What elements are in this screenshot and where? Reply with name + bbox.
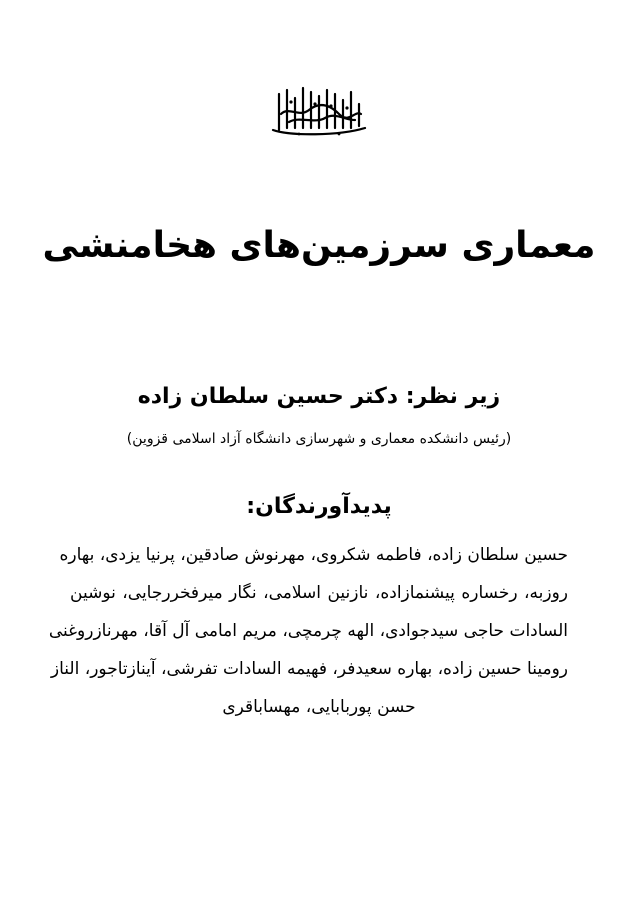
book-title: معماری سرزمین‌های هخامنشی xyxy=(42,225,596,266)
creators-heading: پدیدآورندگان: xyxy=(246,494,392,519)
basmala-calligraphy-icon xyxy=(269,84,369,140)
creators-line: رومینا حسین زاده، بهاره سعیدفر، فهیمه السادات تفرشی، آینازتاجور، الناز xyxy=(50,659,568,679)
supervisor-line: زیر نظر: دکتر حسین سلطان زاده xyxy=(137,384,501,409)
supervisor-affiliation: (رئیس دانشکده معماری و شهرسازی دانشگاه آزاد اسلامی قزوین) xyxy=(126,431,512,447)
creators-line: حسین سلطان زاده، فاطمه شکروی، مهرنوش صادقین، پرنیا یزدی، بهاره xyxy=(59,545,568,565)
creators-line: حسن پوربابایی، مهساباقری xyxy=(222,697,416,717)
creators-line: السادات حاجی سیدجوادی، الهه چرمچی، مریم امامی آل آقا، مهرنازروغنی xyxy=(48,621,568,641)
creators-line: روزبه، رخساره پیشنمازاده، نازنین اسلامی، نگار میرفخررجایی، نوشین xyxy=(70,583,568,603)
creators-list xyxy=(48,536,568,726)
